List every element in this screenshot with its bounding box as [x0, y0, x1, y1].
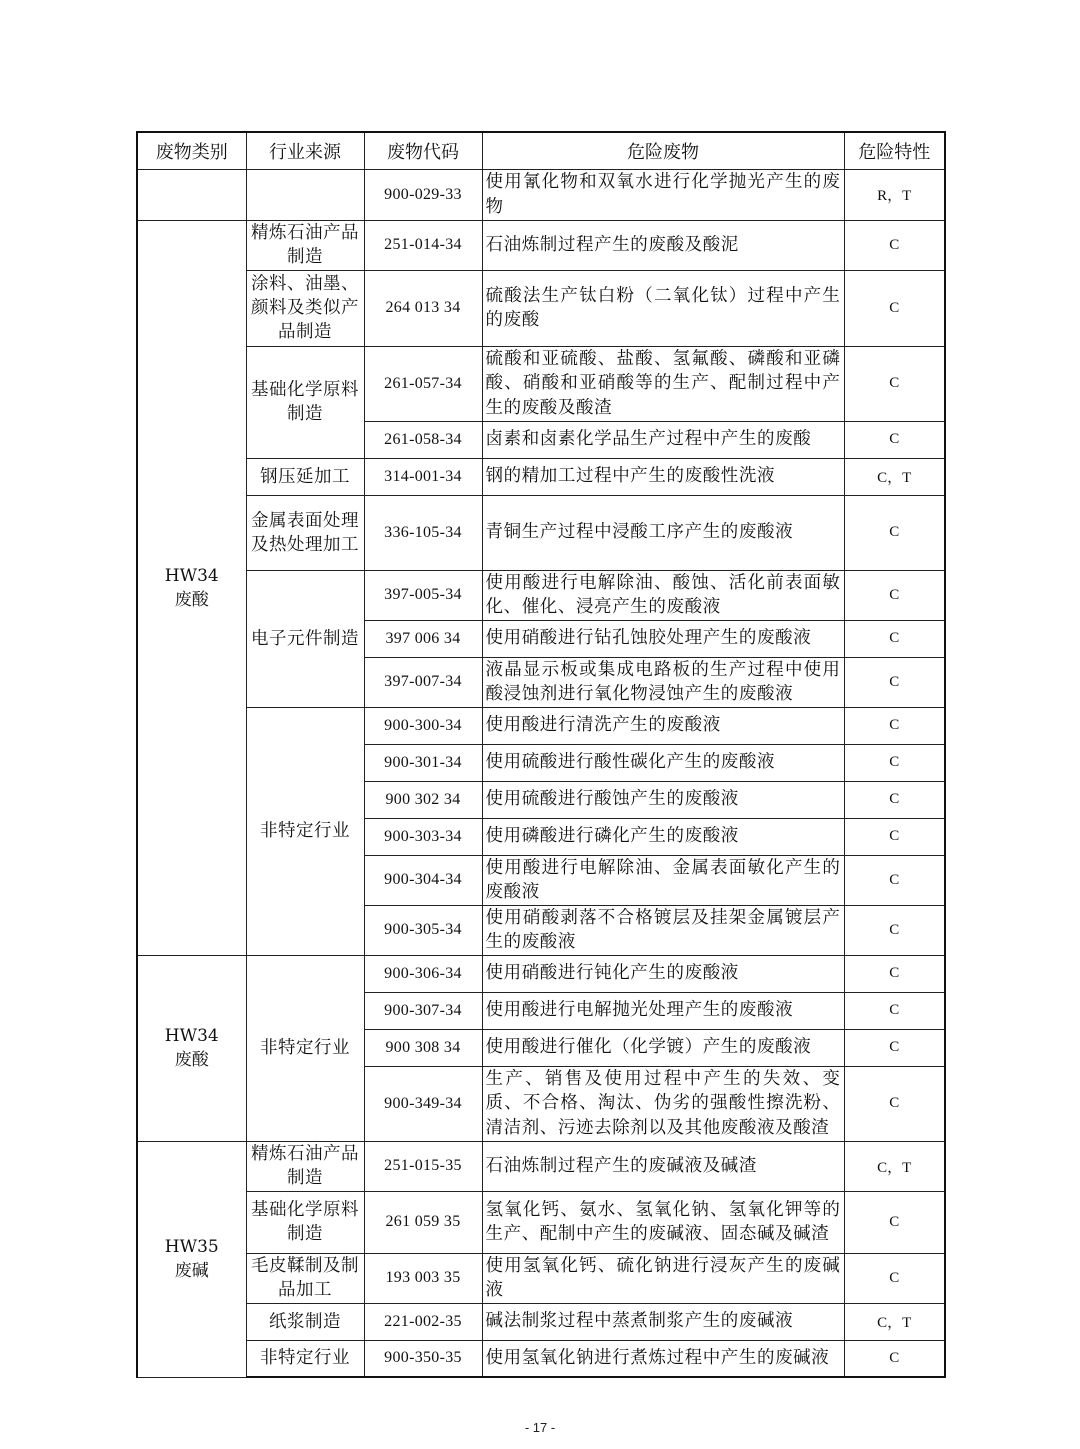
hazard-property: C: [844, 220, 945, 270]
hazard-property: C: [844, 818, 945, 855]
hazard-property: C: [844, 421, 945, 458]
waste-code: 900-303-34: [364, 818, 482, 855]
waste-description: 使用硝酸进行钝化产生的废酸液: [482, 955, 844, 992]
category-name: 废碱: [174, 1261, 209, 1281]
header-category: 废物类别: [137, 132, 246, 169]
table-row: [137, 346, 945, 421]
hazardous-waste-table: [136, 131, 946, 1378]
hazard-property: C: [844, 1253, 945, 1303]
waste-description: 使用氢氧化钙、硫化钠进行浸灰产生的废碱液: [482, 1253, 844, 1303]
table-row: [137, 270, 945, 346]
waste-code: 193 003 35: [364, 1253, 482, 1303]
waste-code: 336-105-34: [364, 495, 482, 570]
table-header-row: [137, 132, 945, 169]
waste-description: 使用酸进行电解抛光处理产生的废酸液: [482, 992, 844, 1029]
waste-description: 使用酸进行清洗产生的废酸液: [482, 707, 844, 744]
table-row: [137, 169, 945, 220]
category-code: HW34: [164, 565, 219, 586]
waste-code: 261 059 35: [364, 1191, 482, 1253]
waste-code: 261-057-34: [364, 346, 482, 421]
source-cell: 毛皮鞣制及制品加工: [246, 1253, 364, 1303]
hazard-property: C: [844, 346, 945, 421]
waste-description: 石油炼制过程产生的废碱液及碱渣: [482, 1141, 844, 1191]
table-row: [137, 1303, 945, 1340]
category-code: HW34: [164, 1026, 219, 1046]
waste-description: 使用酸进行电解除油、金属表面敏化产生的废酸液: [482, 855, 844, 905]
waste-code: 900 308 34: [364, 1029, 482, 1066]
source-cell: 纸浆制造: [246, 1303, 364, 1340]
source-cell: 非特定行业: [246, 955, 364, 1141]
waste-code: 221-002-35: [364, 1303, 482, 1340]
category-name: 废酸: [174, 1050, 209, 1070]
table-row: [137, 495, 945, 570]
source-cell: 金属表面处理及热处理加工: [246, 495, 364, 570]
hazard-property: C: [844, 744, 945, 781]
waste-description: 使用磷酸进行磷化产生的废酸液: [482, 818, 844, 855]
hazard-property: C: [844, 905, 945, 955]
category-cell: [137, 1141, 246, 1377]
waste-code: 900 302 34: [364, 781, 482, 818]
source-cell: 电子元件制造: [246, 570, 364, 707]
source-cell: 基础化学原料制造: [246, 346, 364, 458]
waste-code: 900-305-34: [364, 905, 482, 955]
waste-code: 261-058-34: [364, 421, 482, 458]
header-code: 废物代码: [364, 132, 482, 169]
hazard-property: C: [844, 955, 945, 992]
hazard-property: C，T: [844, 458, 945, 495]
waste-description: 使用氰化物和双氧水进行化学抛光产生的废物: [482, 169, 844, 220]
waste-description: 生产、销售及使用过程中产生的失效、变质、不合格、淘汰、伪劣的强酸性擦洗粉、清洁剂、污迹去除剂以及其他废酸液及酸渣: [482, 1066, 844, 1141]
category-cell: [137, 955, 246, 1141]
header-source: 行业来源: [246, 132, 364, 169]
source-cell: 精炼石油产品制造: [246, 1141, 364, 1191]
category-name: 废酸: [174, 589, 209, 610]
waste-description: 使用硫酸进行酸性碳化产生的废酸液: [482, 744, 844, 781]
hazard-property: C: [844, 781, 945, 818]
table-row: [137, 1141, 945, 1191]
header-hazard: 危险特性: [844, 132, 945, 169]
waste-code: 900-304-34: [364, 855, 482, 905]
hazard-property: C: [844, 992, 945, 1029]
waste-description: 石油炼制过程产生的废酸及酸泥: [482, 220, 844, 270]
hazard-property: C: [844, 657, 945, 707]
hazard-property: C: [844, 1029, 945, 1066]
waste-description: 使用硝酸进行钻孔蚀胶处理产生的废酸液: [482, 620, 844, 657]
hazard-property: C: [844, 855, 945, 905]
hazard-property: C，T: [844, 1141, 945, 1191]
waste-description: 钢的精加工过程中产生的废酸性洗液: [482, 458, 844, 495]
waste-description: 硫酸法生产钛白粉（二氧化钛）过程中产生的废酸: [482, 270, 844, 346]
hazard-property: C，T: [844, 1303, 945, 1340]
table-row: [137, 707, 945, 744]
table-row: [137, 1253, 945, 1303]
category-cell-empty: [137, 169, 246, 220]
hazard-property: C: [844, 707, 945, 744]
waste-code: 264 013 34: [364, 270, 482, 346]
source-cell: 非特定行业: [246, 1340, 364, 1377]
hazard-property: C: [844, 620, 945, 657]
source-cell: 涂料、油墨、颜料及类似产品制造: [246, 270, 364, 346]
waste-code: 251-014-34: [364, 220, 482, 270]
category-code: HW35: [164, 1237, 219, 1257]
waste-description: 硫酸和亚硫酸、盐酸、氢氟酸、磷酸和亚磷酸、硝酸和亚硝酸等的生产、配制过程中产生的废酸及酸渣: [482, 346, 844, 421]
hazard-property: C: [844, 570, 945, 620]
waste-description: 使用硫酸进行酸蚀产生的废酸液: [482, 781, 844, 818]
source-cell-empty: [246, 169, 364, 220]
waste-description: 青铜生产过程中浸酸工序产生的废酸液: [482, 495, 844, 570]
waste-description: 氢氧化钙、氨水、氢氧化钠、氢氧化钾等的生产、配制中产生的废碱液、固态碱及碱渣: [482, 1191, 844, 1253]
waste-code: 397-005-34: [364, 570, 482, 620]
waste-code: 251-015-35: [364, 1141, 482, 1191]
page-number: - 17 -: [524, 1420, 556, 1435]
waste-description: 使用氢氧化钠进行煮炼过程中产生的废碱液: [482, 1340, 844, 1377]
table-row: [137, 220, 945, 270]
source-cell: 精炼石油产品制造: [246, 220, 364, 270]
hazard-property: C: [844, 270, 945, 346]
waste-code: 900-307-34: [364, 992, 482, 1029]
hazard-property: C: [844, 1340, 945, 1377]
table-row: [137, 458, 945, 495]
table-row: [137, 955, 945, 992]
header-waste: 危险废物: [482, 132, 844, 169]
waste-description: 碱法制浆过程中蒸煮制浆产生的废碱液: [482, 1303, 844, 1340]
waste-description: 卤素和卤素化学品生产过程中产生的废酸: [482, 421, 844, 458]
waste-code: 900-350-35: [364, 1340, 482, 1377]
waste-code: 900-306-34: [364, 955, 482, 992]
table-row: [137, 570, 945, 620]
source-cell: 非特定行业: [246, 707, 364, 955]
category-cell: [137, 220, 246, 955]
waste-code: 900-301-34: [364, 744, 482, 781]
waste-code: 397 006 34: [364, 620, 482, 657]
waste-description: 使用硝酸剥落不合格镀层及挂架金属镀层产生的废酸液: [482, 905, 844, 955]
hazard-property: C: [844, 1191, 945, 1253]
waste-code: 314-001-34: [364, 458, 482, 495]
waste-code: 900-300-34: [364, 707, 482, 744]
waste-description: 使用酸进行电解除油、酸蚀、活化前表面敏化、催化、浸亮产生的废酸液: [482, 570, 844, 620]
source-cell: 基础化学原料制造: [246, 1191, 364, 1253]
waste-code: 397-007-34: [364, 657, 482, 707]
waste-description: 液晶显示板或集成电路板的生产过程中使用酸浸蚀剂进行氧化物浸蚀产生的废酸液: [482, 657, 844, 707]
table-row: [137, 1191, 945, 1253]
waste-code: 900-349-34: [364, 1066, 482, 1141]
hazard-property: C: [844, 495, 945, 570]
hazard-property: R，T: [844, 169, 945, 220]
hazard-property: C: [844, 1066, 945, 1141]
table-row: [137, 1340, 945, 1377]
waste-code: 900-029-33: [364, 169, 482, 220]
source-cell: 钢压延加工: [246, 458, 364, 495]
waste-description: 使用酸进行催化（化学镀）产生的废酸液: [482, 1029, 844, 1066]
